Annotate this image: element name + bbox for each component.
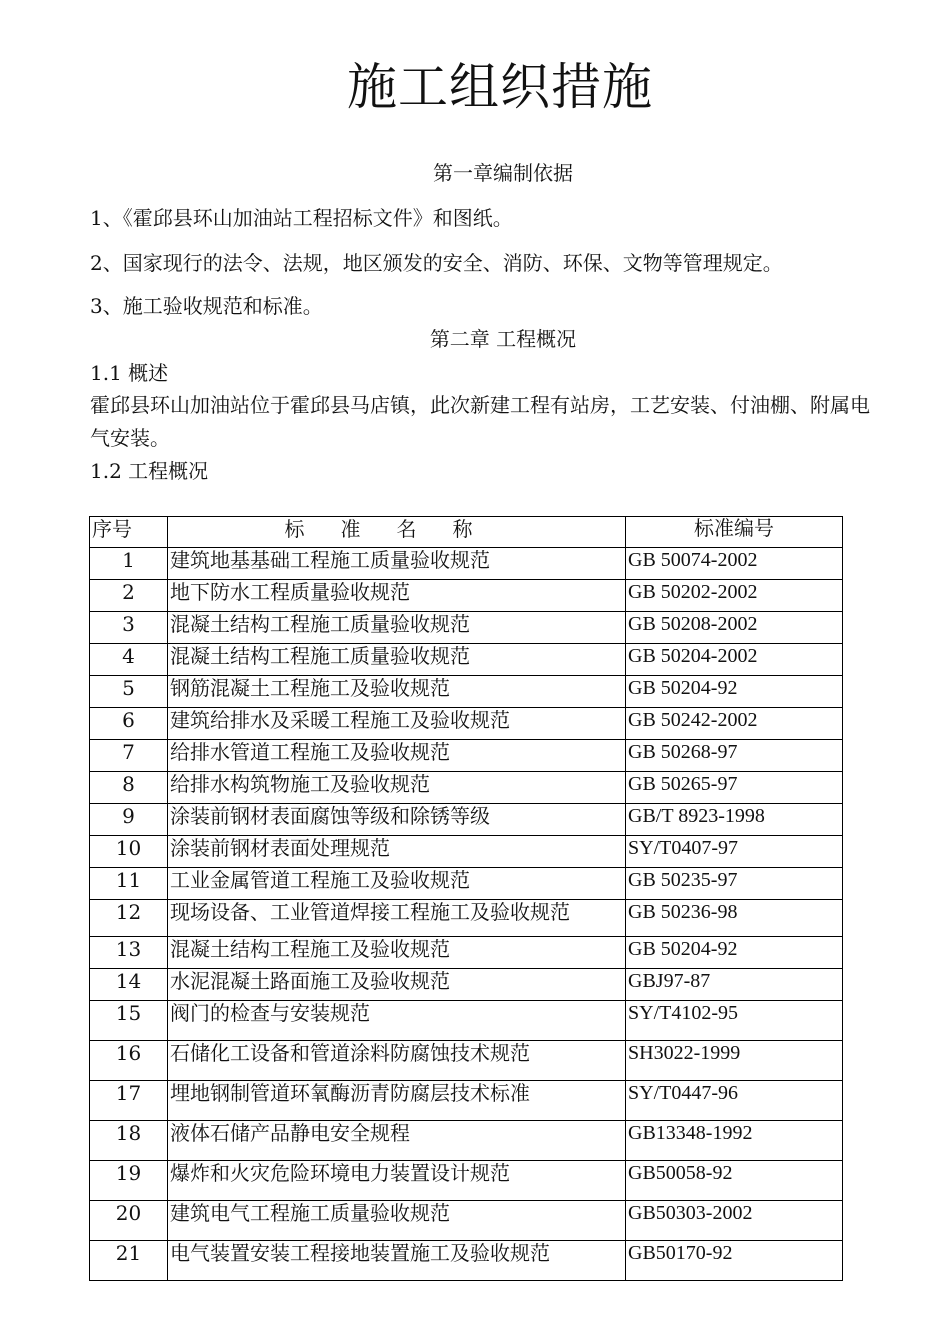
row-serial: 21 — [90, 1241, 168, 1281]
header-serial: 序号 — [90, 517, 168, 548]
row-standard-name: 涂装前钢材表面处理规范 — [168, 836, 626, 868]
row-serial: 11 — [90, 868, 168, 900]
row-standard-code: GB 50236-98 — [626, 900, 843, 937]
table-row — [90, 1161, 843, 1201]
section-1-1-text: 霍邱县环山加油站位于霍邱县马店镇，此次新建工程有站房，工艺安装、付油棚、附属电气安装。 — [90, 393, 870, 450]
row-standard-code: GB 50204-92 — [626, 937, 843, 969]
row-standard-code: GB 50204-2002 — [626, 644, 843, 676]
table-row — [90, 1041, 843, 1081]
row-serial: 7 — [90, 740, 168, 772]
row-standard-name: 水泥混凝土路面施工及验收规范 — [168, 969, 626, 1001]
row-serial: 8 — [90, 772, 168, 804]
section-1-1-heading: 1.1 概述 — [90, 361, 169, 385]
chapter1-heading: 第一章编制依据 — [433, 161, 573, 185]
table-row — [90, 1201, 843, 1241]
row-serial: 14 — [90, 969, 168, 1001]
row-standard-name: 混凝土结构工程施工及验收规范 — [168, 937, 626, 969]
row-standard-code: GB/T 8923-1998 — [626, 804, 843, 836]
table-row — [90, 1081, 843, 1121]
row-standard-name: 地下防水工程质量验收规范 — [168, 580, 626, 612]
row-serial: 16 — [90, 1041, 168, 1081]
row-standard-code: GB 50235-97 — [626, 868, 843, 900]
row-standard-name: 混凝土结构工程施工质量验收规范 — [168, 644, 626, 676]
row-standard-name: 石储化工设备和管道涂料防腐蚀技术规范 — [168, 1041, 626, 1081]
row-standard-name: 埋地钢制管道环氧酶沥青防腐层技术标准 — [168, 1081, 626, 1121]
row-serial: 15 — [90, 1001, 168, 1041]
row-serial: 13 — [90, 937, 168, 969]
table-row — [90, 836, 843, 868]
row-standard-code: SH3022-1999 — [626, 1041, 843, 1081]
row-serial: 1 — [90, 548, 168, 580]
row-standard-name: 液体石储产品静电安全规程 — [168, 1121, 626, 1161]
row-serial: 12 — [90, 900, 168, 937]
page-title: 施工组织措施 — [347, 58, 653, 116]
row-standard-code: GB 50204-92 — [626, 676, 843, 708]
chapter1-item-3: 3、施工验收规范和标准。 — [90, 294, 323, 318]
row-standard-code: GB 50265-97 — [626, 772, 843, 804]
row-standard-name: 涂装前钢材表面腐蚀等级和除锈等级 — [168, 804, 626, 836]
table-row — [90, 1121, 843, 1161]
header-standard-code: 标准编号 — [626, 517, 843, 548]
table-row — [90, 708, 843, 740]
standards-table — [89, 516, 843, 1281]
table-body — [90, 548, 843, 1281]
row-standard-name: 爆炸和火灾危险环境电力装置设计规范 — [168, 1161, 626, 1201]
row-standard-name: 钢筋混凝土工程施工及验收规范 — [168, 676, 626, 708]
row-standard-name: 现场设备、工业管道焊接工程施工及验收规范 — [168, 900, 626, 937]
table-row — [90, 644, 843, 676]
chapter1-item-1: 1、《霍邱县环山加油站工程招标文件》和图纸。 — [90, 206, 513, 230]
row-serial: 3 — [90, 612, 168, 644]
row-standard-code: SY/T0447-96 — [626, 1081, 843, 1121]
table-row — [90, 1241, 843, 1281]
chapter2-heading: 第二章 工程概况 — [429, 327, 577, 351]
table-row — [90, 937, 843, 969]
table-row — [90, 969, 843, 1001]
row-standard-code: GB13348-1992 — [626, 1121, 843, 1161]
row-serial: 6 — [90, 708, 168, 740]
row-standard-name: 工业金属管道工程施工及验收规范 — [168, 868, 626, 900]
table-row — [90, 868, 843, 900]
row-serial: 19 — [90, 1161, 168, 1201]
table-header-row — [90, 517, 843, 548]
row-standard-code: GBJ97-87 — [626, 969, 843, 1001]
row-standard-name: 建筑给排水及采暖工程施工及验收规范 — [168, 708, 626, 740]
row-serial: 9 — [90, 804, 168, 836]
row-standard-code: GB 50268-97 — [626, 740, 843, 772]
row-serial: 10 — [90, 836, 168, 868]
row-serial: 20 — [90, 1201, 168, 1241]
row-standard-code: GB50058-92 — [626, 1161, 843, 1201]
row-serial: 18 — [90, 1121, 168, 1161]
row-standard-name: 建筑地基基础工程施工质量验收规范 — [168, 548, 626, 580]
row-standard-name: 建筑电气工程施工质量验收规范 — [168, 1201, 626, 1241]
row-standard-code: GB50170-92 — [626, 1241, 843, 1281]
table-row — [90, 580, 843, 612]
row-serial: 2 — [90, 580, 168, 612]
section-1-2-heading: 1.2 工程概况 — [90, 459, 209, 483]
row-standard-name: 阀门的检查与安装规范 — [168, 1001, 626, 1041]
table-row — [90, 548, 843, 580]
row-standard-code: SY/T4102-95 — [626, 1001, 843, 1041]
table-row — [90, 740, 843, 772]
row-standard-name: 电气装置安装工程接地装置施工及验收规范 — [168, 1241, 626, 1281]
table-row — [90, 1001, 843, 1041]
table-row — [90, 804, 843, 836]
row-standard-code: SY/T0407-97 — [626, 836, 843, 868]
row-standard-code: GB 50074-2002 — [626, 548, 843, 580]
row-standard-code: GB50303-2002 — [626, 1201, 843, 1241]
row-standard-name: 混凝土结构工程施工质量验收规范 — [168, 612, 626, 644]
table-row — [90, 900, 843, 937]
chapter1-item-2: 2、国家现行的法令、法规，地区颁发的安全、消防、环保、文物等管理规定。 — [90, 251, 783, 275]
row-standard-code: GB 50202-2002 — [626, 580, 843, 612]
row-serial: 5 — [90, 676, 168, 708]
row-standard-name: 给排水构筑物施工及验收规范 — [168, 772, 626, 804]
header-standard-name: 标准名称 — [168, 517, 626, 548]
row-serial: 17 — [90, 1081, 168, 1121]
row-standard-name: 给排水管道工程施工及验收规范 — [168, 740, 626, 772]
table-row — [90, 676, 843, 708]
table-row — [90, 772, 843, 804]
table-row — [90, 612, 843, 644]
row-serial: 4 — [90, 644, 168, 676]
row-standard-code: GB 50242-2002 — [626, 708, 843, 740]
row-standard-code: GB 50208-2002 — [626, 612, 843, 644]
